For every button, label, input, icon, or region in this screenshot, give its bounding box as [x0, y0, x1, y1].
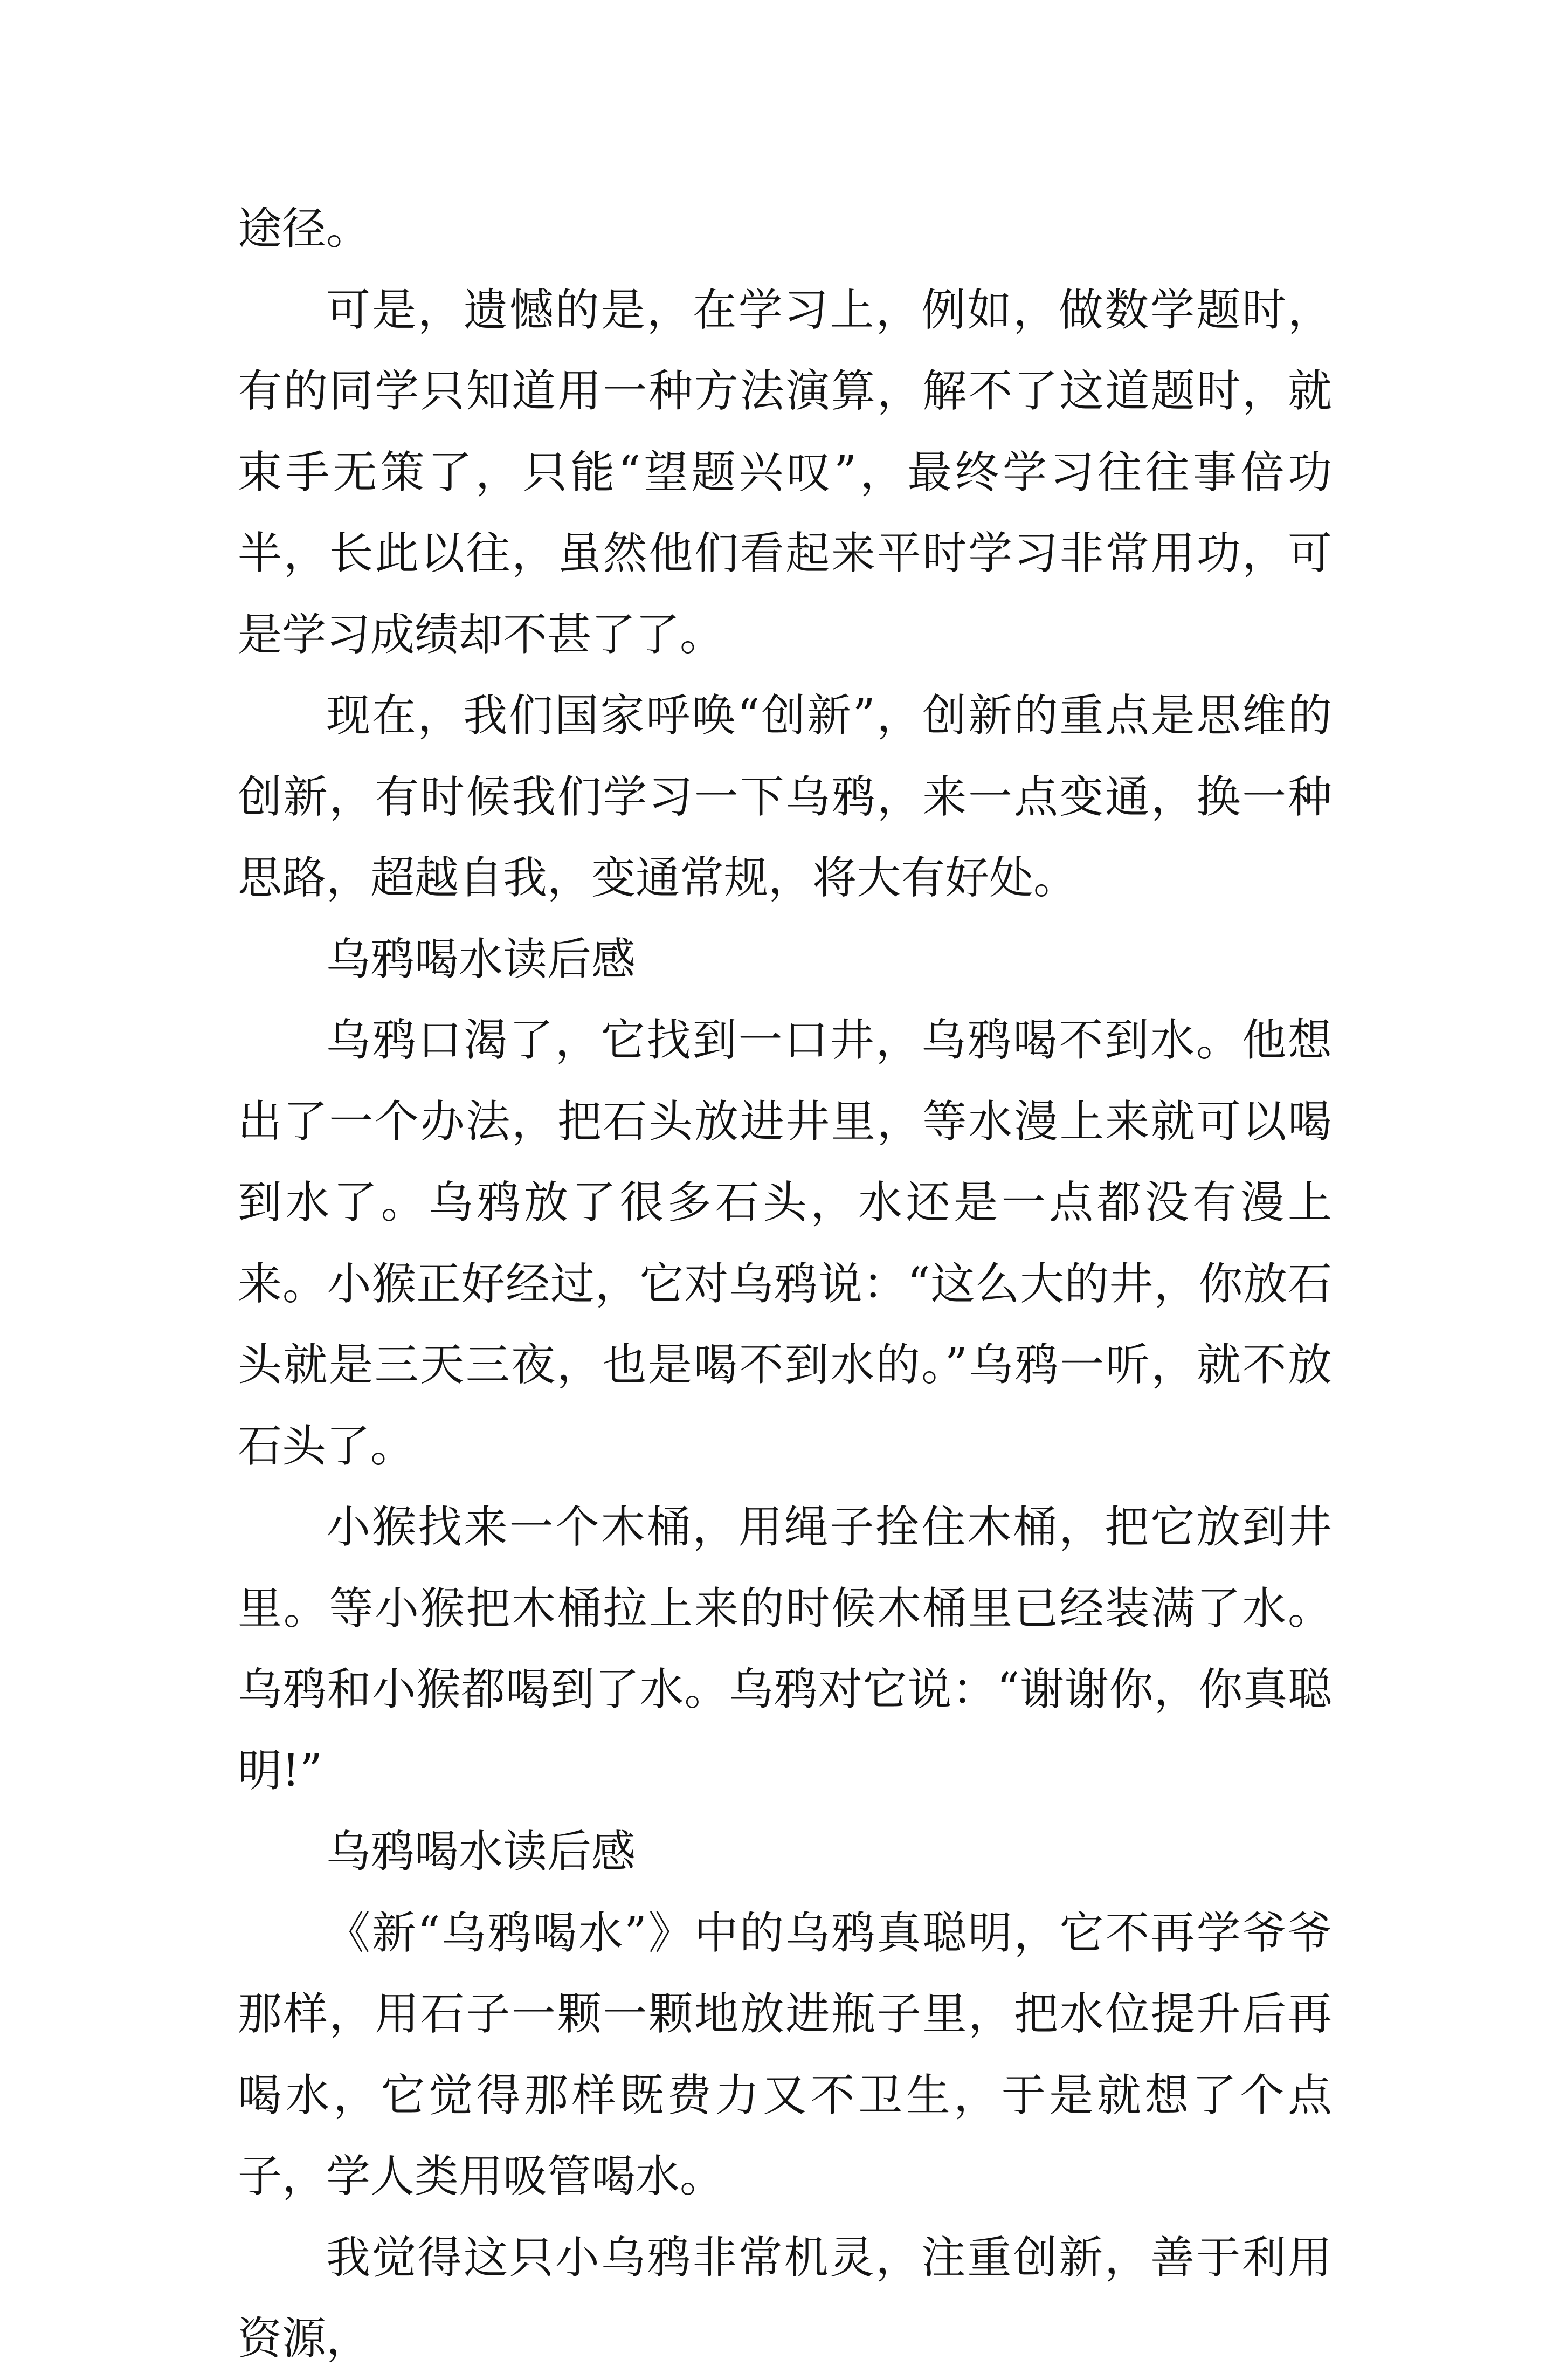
section-heading-second: 乌鸦喝水读后感	[326, 1826, 636, 1877]
paragraph-study-methods: 可是，遗憾的是，在学习上，例如，做数学题时，有的同学只知道用一种方法演算，解不了这道题时，就束手无策了，只能“望题兴叹”，最终学习往往事倍功半，长此以往，虽然他们看起来平时学习非常用功，可是学习成绩却不甚了了。	[238, 284, 1332, 661]
paragraph-innovation: 现在，我们国家呼唤“创新”，创新的重点是思维的创新，有时候我们学习一下乌鸦，来一点变通，换一种思路，超越自我，变通常规，将大有好处。	[238, 690, 1332, 904]
paragraph-monkey-bucket: 小猴找来一个木桶，用绳子拴住木桶，把它放到井里。等小猴把木桶拉上来的时候木桶里已经装满了水。乌鸦和小猴都喝到了水。乌鸦对它说：“谢谢你，你真聪明!”	[238, 1502, 1332, 1797]
paragraph-continuation: 途径。	[238, 203, 371, 254]
paragraph-new-crow: 《新“乌鸦喝水”》中的乌鸦真聪明，它不再学爷爷那样，用石子一颗一颗地放进瓶子里，把水位提升后再喝水，它觉得那样既费力又不卫生，于是就想了个点子，学人类用吸管喝水。	[238, 1907, 1332, 2202]
paragraph-crow-well: 乌鸦口渴了，它找到一口井，乌鸦喝不到水。他想出了一个办法，把石头放进井里，等水漫上来就可以喝到水了。乌鸦放了很多石头，水还是一点都没有漫上来。小猴正好经过，它对乌鸦说：“这么大的井，你放石头就是三天三夜，也是喝不到水的。”乌鸦一听，就不放石头了。	[238, 1015, 1332, 1472]
paragraph-opinion: 我觉得这只小乌鸦非常机灵，注重创新，善于利用资源，	[238, 2232, 1332, 2364]
section-heading-first: 乌鸦喝水读后感	[326, 933, 636, 985]
document-body	[238, 189, 1332, 2380]
